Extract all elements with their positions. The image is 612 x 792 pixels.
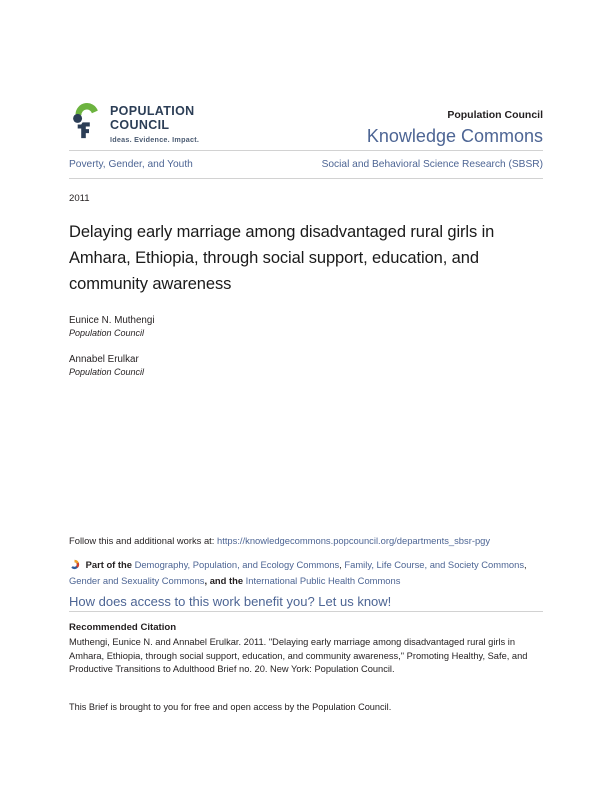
benefit-survey-link-wrapper xyxy=(69,593,543,611)
recommended-citation-text: Muthengi, Eunice N. and Annabel Erulkar. 2011. "Delaying early marriage among disadvantaged rural girls in Amhara, Ethiopia, through social support, education, and community awareness," Promoting Healthy, Safe, and Productive Transitions to Adulthood Brief no. 20. New York: Population Council. xyxy=(69,637,528,675)
organization-name: Population Council xyxy=(447,109,543,121)
follow-works-prefix: Follow this and additional works at: xyxy=(69,535,215,546)
logo-line-1: POPULATION xyxy=(110,104,195,118)
commons-separator: , xyxy=(339,559,342,570)
open-access-note: This Brief is brought to you for free and open access by the Population Council. xyxy=(69,701,392,712)
divider-below-breadcrumb xyxy=(69,178,543,179)
commons-link-gender-sexuality[interactable]: Gender and Sexuality Commons xyxy=(69,575,205,586)
logo-line-2: COUNCIL xyxy=(110,117,170,132)
repository-branding xyxy=(367,108,543,150)
population-council-logo[interactable] xyxy=(69,101,199,144)
logo-wordmark xyxy=(110,101,199,144)
breadcrumb xyxy=(69,151,543,178)
publication-year: 2011 xyxy=(69,193,90,204)
logo-tagline: Ideas. Evidence. Impact. xyxy=(110,135,200,144)
author-affiliation: Population Council xyxy=(69,367,145,377)
recommended-citation-heading: Recommended Citation xyxy=(69,622,177,633)
masthead-region xyxy=(69,0,543,392)
commons-link-family-life-course[interactable]: Family, Life Course, and Society Commons xyxy=(344,559,525,570)
follow-works-line xyxy=(69,534,543,548)
breadcrumb-link-department[interactable]: Poverty, Gender, and Youth xyxy=(69,159,193,170)
author-name[interactable]: Annabel Erulkar xyxy=(69,354,139,365)
author-name[interactable]: Eunice N. Muthengi xyxy=(69,315,155,326)
population-council-logo-icon xyxy=(69,101,103,139)
author-affiliation: Population Council xyxy=(69,328,145,338)
footer-region xyxy=(69,534,543,714)
commons-link-demography[interactable]: Demography, Population, and Ecology Commons xyxy=(134,559,340,570)
author-list xyxy=(69,314,543,379)
commons-separator-and: , and the xyxy=(204,575,244,586)
benefit-survey-link[interactable]: How does access to this work benefit you? Let us know! xyxy=(69,594,392,609)
masthead xyxy=(69,0,543,150)
commons-link-international-public-health[interactable]: International Public Health Commons xyxy=(245,575,401,586)
divider-above-citation xyxy=(69,611,543,612)
author-entry xyxy=(69,314,543,340)
repository-name[interactable]: Knowledge Commons xyxy=(366,126,543,146)
breadcrumb-link-series[interactable]: Social and Behavioral Science Research (SBSR) xyxy=(321,159,543,170)
digital-commons-network-icon xyxy=(69,559,80,570)
commons-separator: , xyxy=(524,559,527,570)
repository-url-link[interactable]: https://knowledgecommons.popcouncil.org/departments_sbsr-pgy xyxy=(217,535,491,546)
subject-commons-line xyxy=(69,557,543,589)
page-title: Delaying early marriage among disadvantaged rural girls in Amhara, Ethiopia, through social support, education, and community awareness xyxy=(69,223,495,293)
author-entry xyxy=(69,353,543,379)
part-of-the-label: Part of the xyxy=(85,559,132,570)
